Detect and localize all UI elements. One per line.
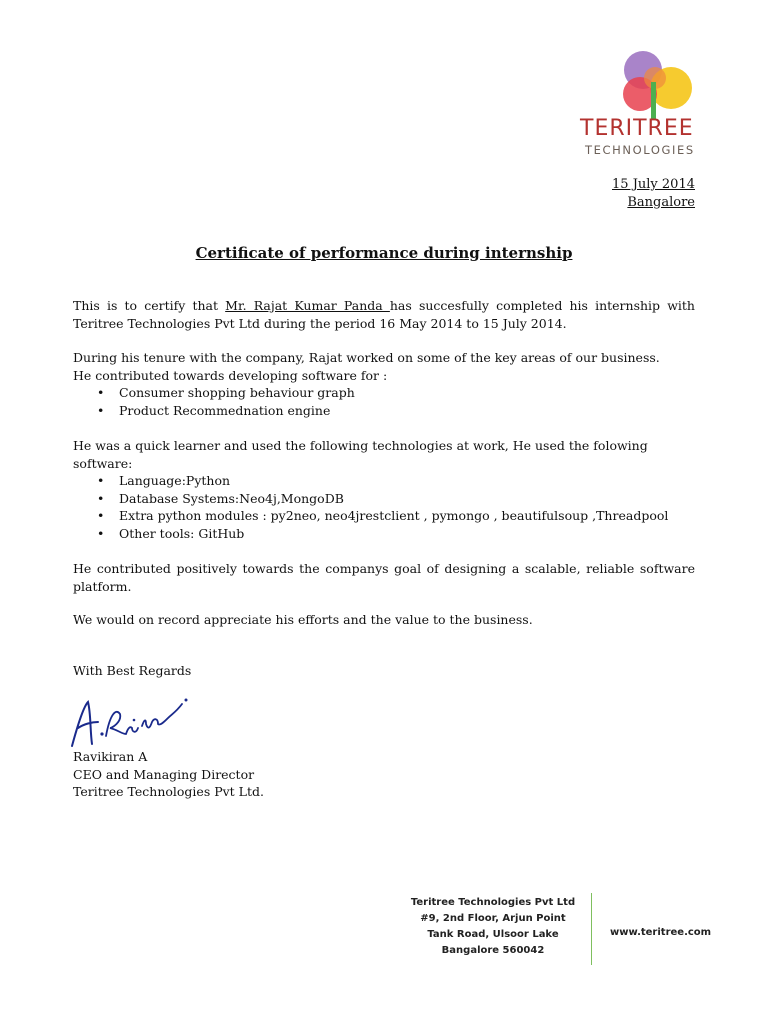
date-block xyxy=(612,176,695,212)
paragraph-contribution: He contributed positively towards the companys goal of designing a scalable, reliable software platform. xyxy=(73,561,695,594)
signatory-name: Ravikiran A xyxy=(73,749,148,764)
company-logo xyxy=(576,44,736,164)
technology-list xyxy=(73,472,695,542)
signature xyxy=(66,684,196,754)
letter-date: 15 July 2014 xyxy=(612,177,695,192)
list-item: • Extra python modules : py2neo, neo4jrestclient , pymongo , beautifulsoup ,Threadpool xyxy=(73,507,695,525)
signatory-company: Teritree Technologies Pvt Ltd. xyxy=(73,784,264,799)
footer-divider xyxy=(591,893,592,965)
signatory-role: CEO and Managing Director xyxy=(73,766,255,782)
logo-subtitle: TECHNOLOGIES xyxy=(585,143,695,157)
footer-website-link[interactable]: www.teritree.com xyxy=(610,927,712,938)
contribution-list xyxy=(73,384,695,419)
closing-regards: With Best Regards xyxy=(73,663,192,678)
logo-tree-icon xyxy=(616,48,706,120)
list-item: • Other tools: GitHub xyxy=(73,525,695,543)
list-item: • Product Recommednation engine xyxy=(73,402,695,420)
intern-name: Mr. Rajat Kumar Panda xyxy=(225,298,390,313)
paragraph-certify: This is to certify that Mr. Rajat Kumar Panda has succesfully completed his internship with Teritree Technologies Pvt Ltd during the period 16 May 2014 to 15 July 2014. xyxy=(73,298,695,331)
letter-place: Bangalore xyxy=(627,195,695,210)
list-item: • Language:Python xyxy=(73,472,695,490)
list-item: • Consumer shopping behaviour graph xyxy=(73,384,695,402)
paragraph-appreciation: We would on record appreciate his efforts and the value to the business. xyxy=(73,612,533,627)
signatory-block xyxy=(73,748,695,801)
paragraph-tenure: During his tenure with the company, Rajat worked on some of the key areas of our business. He contributed towards developing software for : • Consumer shopping behaviour graph • Product Recommednation engine xyxy=(73,349,695,419)
paragraph-technologies: He was a quick learner and used the following technologies at work, He used the folowing software: • Language:Python • Database Systems:Neo4j,MongoDB • Extra python modules : py2neo, neo4jrestclient , pymongo , beautifulsoup ,Threadpool • Other tools: GitHub xyxy=(73,437,695,542)
certificate-title: Certificate of performance during internship xyxy=(195,244,573,262)
footer-address: Teritree Technologies Pvt Ltd #9, 2nd Floor, Arjun Point Tank Road, Ulsoor Lake Bangalore 560042 xyxy=(410,897,576,956)
list-item: • Database Systems:Neo4j,MongoDB xyxy=(73,490,695,508)
logo-wordmark: TERITREE xyxy=(580,116,694,141)
